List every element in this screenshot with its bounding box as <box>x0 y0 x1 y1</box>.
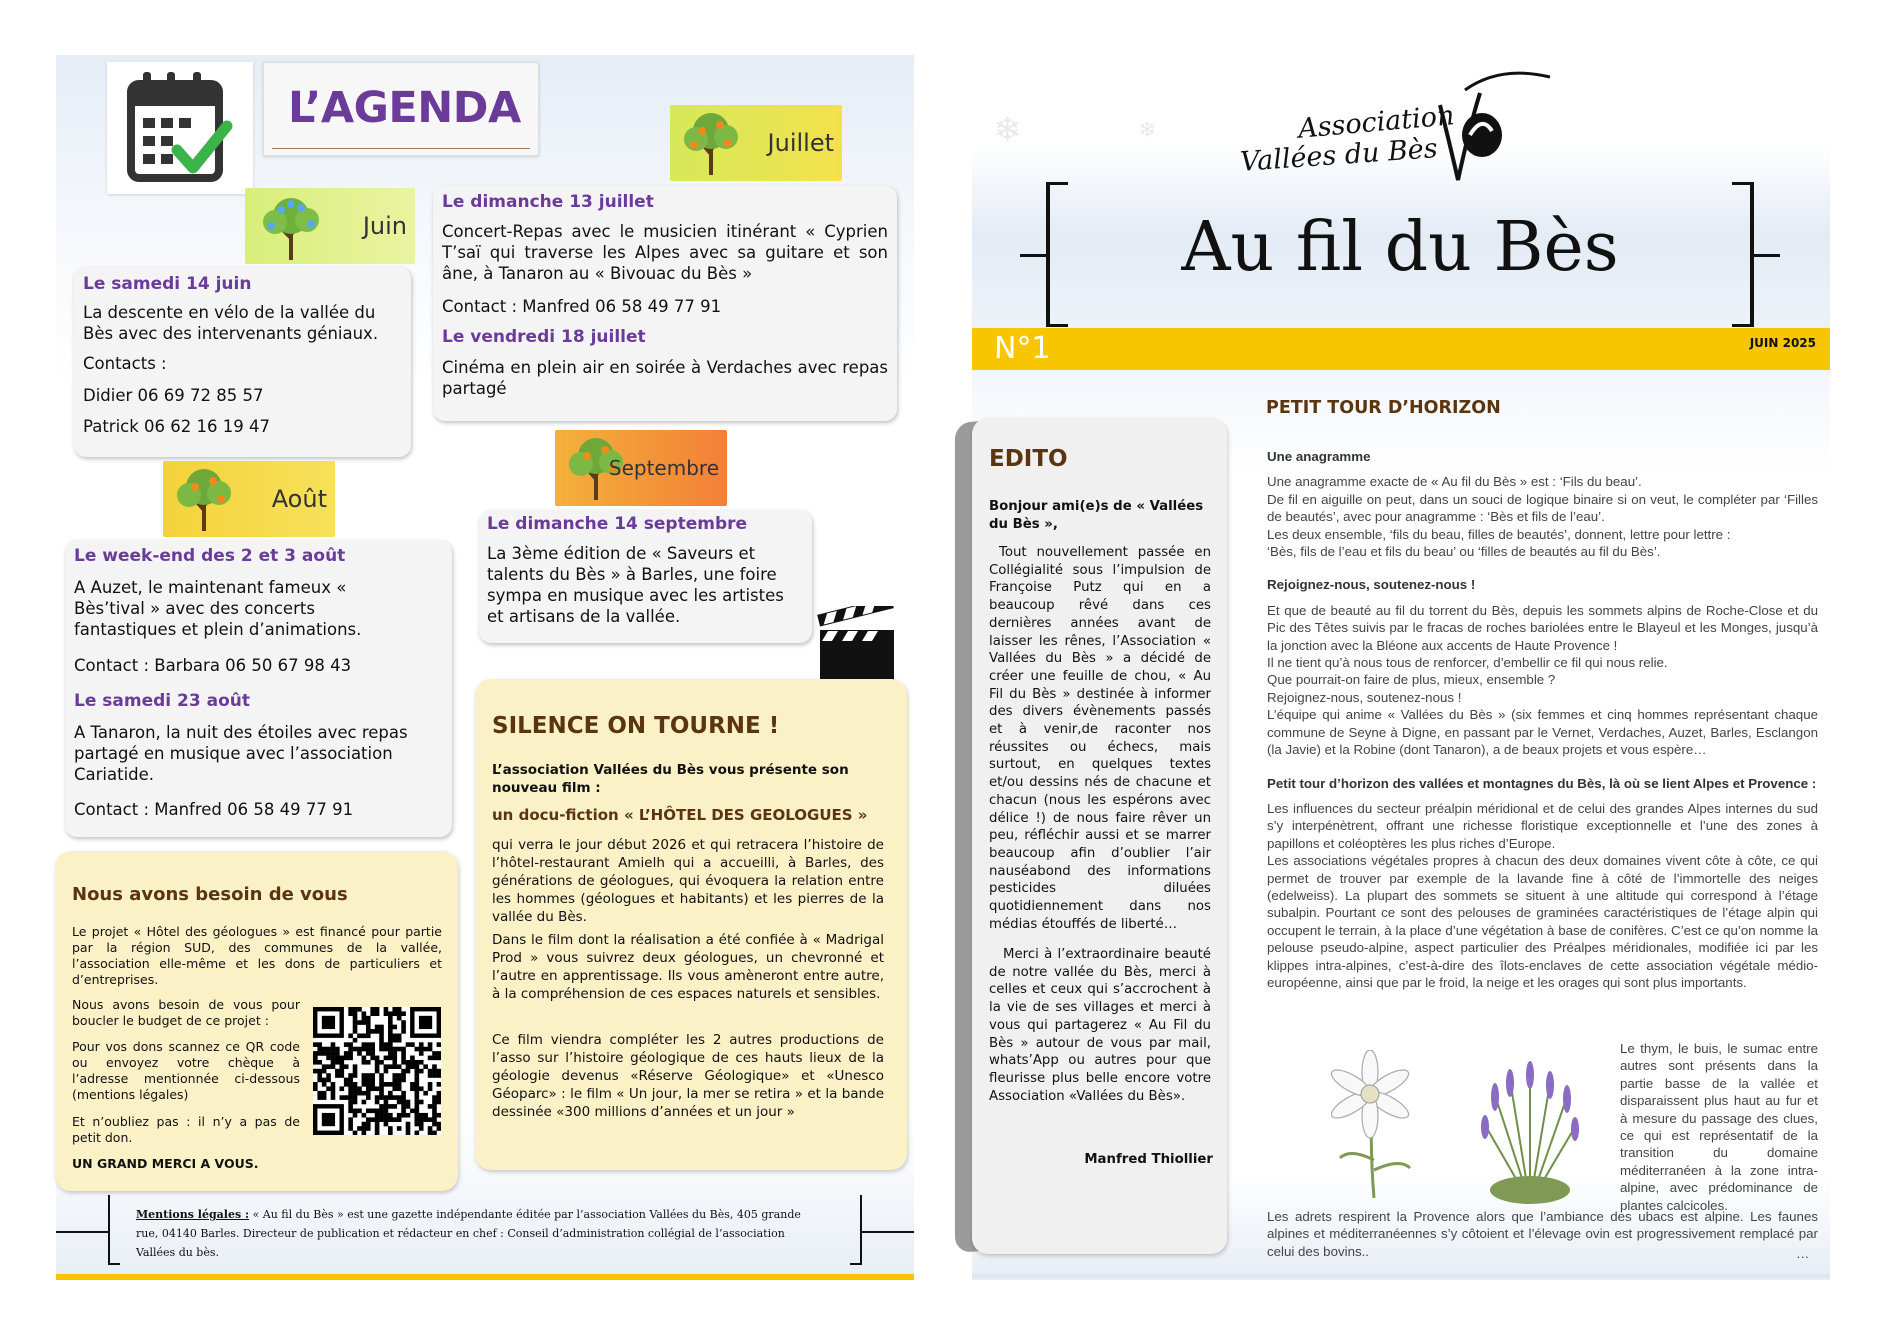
event-contact: Contact : Manfred 06 58 49 77 91 <box>442 297 722 316</box>
mentions-label: Mentions légales : <box>136 1208 250 1221</box>
event-card-juin <box>74 267 411 457</box>
snowflake-decor: ❄ <box>1138 118 1157 143</box>
silence-intro: L’association Vallées du Bès vous présente son nouveau film : <box>492 762 849 796</box>
horizon-paragraph: ‘Bès, fils de l’eau et fils du beau’ ou ‘filles de beautés au fil du Bès’. <box>1267 544 1661 560</box>
silence-card <box>475 679 907 1170</box>
issue-bar <box>972 328 1830 370</box>
event-date: Le week-end des 2 et 3 août <box>74 546 346 566</box>
clapperboard-icon <box>816 606 898 690</box>
edelweiss-illustration <box>1310 1050 1430 1200</box>
edito-signature: Manfred Thiollier <box>1084 1152 1213 1167</box>
orange-tree-icon <box>676 109 746 177</box>
event-contact: Contact : Manfred 06 58 49 77 91 <box>74 800 354 819</box>
horizon-title: PETIT TOUR D’HORIZON <box>1266 398 1501 418</box>
silence-title: SILENCE ON TOURNE ! <box>492 713 780 739</box>
aout-badge <box>163 461 335 537</box>
horizon-paragraph: Le thym, le buis, le sumac entre autres sont présents dans la partie basse de la vallée et disparaissent plus haut au fur et à mesure du passage des clues, ce qui est représentatif de la transition du domaine méditerranéen à la zone intra-alpine, avec prédominance de plantes calcicoles. <box>1620 1041 1818 1213</box>
horizon-heading: Petit tour d’horizon des vallées et montagnes du Bès, là où se lient Alpes et Provence : <box>1267 775 1817 791</box>
event-contact: Didier 06 69 72 85 57 <box>83 386 264 405</box>
edito-card <box>972 418 1227 1254</box>
event-text: A Tanaron, la nuit des étoiles avec repas partagé en musique avec l’association Cariatide. <box>74 723 408 784</box>
horizon-paragraph: Les adrets respirent la Provence alors que l’ambiance des ubacs est alpine. Les faunes alpines et méditerranéennes s’y côtoient et l’élevage ovin est progressivement remplacé par celui des bovins.. <box>1267 1209 1818 1259</box>
besoin-thanks: UN GRAND MERCI A VOUS. <box>72 1156 259 1171</box>
horizon-paragraph: Rejoignez-nous, soutenez-nous ! <box>1267 689 1462 705</box>
edito-greeting: Bonjour ami(e)s de « Vallées du Bès », <box>989 499 1204 532</box>
orange-tree-icon <box>169 465 239 533</box>
event-text: La 3ème édition de « Saveurs et talents du Bès » à Barles, une foire sympa en musique avec les artistes et artisans de la vallée. <box>487 544 784 626</box>
juillet-label: Juillet <box>767 129 834 157</box>
juin-badge <box>245 188 415 264</box>
horizon-paragraph: Les deux ensemble, ‘fils du beau, filles de beautés’, donnent, lettre pour lettre : <box>1267 526 1731 542</box>
event-contact: Patrick 06 62 16 19 47 <box>83 417 270 436</box>
horizon-paragraph: L’équipe qui anime « Vallées du Bès » (six femmes et cinq hommes représentant chaque commune de Seyne à Digne, en passant par le Vernet, Verdaches, Auzet, Barles, Esclangon (la Javie) et la Robine (dont Tanaron), a de beaux projets et vous espère… <box>1267 707 1818 758</box>
blossom-tree-icon <box>251 192 331 262</box>
horizon-paragraph: Que pourrait-on faire de plus, mieux, ensemble ? <box>1267 672 1556 688</box>
horizon-paragraph: Les influences du secteur préalpin méridional et de celui des grandes Alpes internes du sud s’y interpénètrent, offrant une richesse floristique exceptionnelle et l’une des zones à papillons et coléoptères les plus riches d’Europe. <box>1267 800 1818 851</box>
event-date: Le vendredi 18 juillet <box>442 327 646 347</box>
association-logo <box>1240 65 1560 190</box>
horizon-paragraph: Il ne tient qu’à nous tous de renforcer, d’embellir ce fil qui nous relie. <box>1267 655 1668 671</box>
aout-label: Août <box>271 485 327 513</box>
calendar-icon <box>107 62 253 194</box>
logo-line1: Association <box>1296 100 1456 145</box>
mentions-body: « Au fil du Bès » est une gazette indépendante éditée par l’association Vallées du Bès, 405 grande rue, 04140 Barles. Directeur de publication et rédacteur en chef : Conseil d’administration collégial de l’association Vallées du bès. <box>136 1208 801 1259</box>
horizon-column <box>1267 448 1818 991</box>
horizon-paragraph: Les associations végétales propres à chacun des deux domaines vivent côte à côte, ce qui permet de trouver par exemple de la lavande fine à côté de l’immortelle des neiges (edelweiss). La plupart des sommets se situent à une altitude qui correspond à l’étage subalpin. Pourtant ce sont des pelouses de graminées caractéristiques de l’étage alpin qui occupent le terrain, à la place d’une végétation à base de conifères. C’est ce qu’on nomme la pelouse pseudo-alpine, aspect particulier des Préalpes méridionales, modifiée ici par les klippes intra-alpines, c’est-à-dire des îlots-enclaves de cette association végétale médio-européenne, ainsi que par le froid, la neige et les orages qui sont plus importants. <box>1267 853 1818 990</box>
horizon-ellipsis: … <box>1796 1246 1810 1261</box>
silence-subtitle: un docu-fiction « L’HÔTEL DES GEOLOGUES » <box>492 806 868 824</box>
qr-code[interactable] <box>313 1007 441 1135</box>
horizon-paragraph: Et que de beauté au fil du torrent du Bès, depuis les sommets alpins de Roche-Close et du Pic des Têtes suivis par le fracas de roches bariolées entre le Blayeul et les Monges, jusqu’à la jonction avec la Bléone aux accents de Haute Provence ! <box>1267 602 1818 653</box>
event-date: Le dimanche 13 juillet <box>442 192 654 212</box>
agenda-title-box <box>263 62 539 156</box>
issue-number: N°1 <box>994 331 1051 366</box>
event-text: A Auzet, le maintenant fameux « Bès’tival » avec des concerts fantastiques et plein d’animations. <box>74 578 362 639</box>
horizon-paragraph: Une anagramme exacte de « Au fil du Bès » est : ‘Fils du beau’. <box>1267 474 1642 490</box>
agenda-title: L’AGENDA <box>288 83 521 133</box>
event-text: Concert-Repas avec le musicien itinérant « Cyprien T’saï qui traverse les Alpes avec sa guitare et son âne, à Tanaron au « Bivouac du Bès » <box>442 222 888 283</box>
horizon-heading: Rejoignez-nous, soutenez-nous ! <box>1267 577 1476 593</box>
logo-emblem-icon <box>1420 65 1560 185</box>
event-date: Le dimanche 14 septembre <box>487 514 748 534</box>
juillet-badge <box>670 105 842 181</box>
title-underline <box>272 148 530 149</box>
besoin-paragraph: Pour vos dons scannez ce QR code ou envoyez votre chèque à l’adresse mentionnée ci-dessous (mentions légales) <box>72 1039 300 1102</box>
event-date: Le samedi 14 juin <box>83 274 252 294</box>
masthead <box>1020 182 1780 332</box>
event-date: Le samedi 23 août <box>74 691 250 711</box>
edito-paragraph: Tout nouvellement passée en Collégialité sous l’impulsion de Françoise Putz qui en a beaucoup rêvé dans ces dernières années avant de laisser les rênes, l’Association « Vallées du Bès » a décidé de créer une feuille de chou, « Au Fil du Bès » destinée à informer des divers évènements passés et à venir,de raconter nos réussites ou échecs, mais surtout, en quelques textes et/ou dessins nés de chacune et chacun (nous les espérons avec délice !) de nous faire rêver un peu, réfléchir aussi et se marrer beaucoup afin d’oublier l’air nauséabond des informations pesticides diluées quotidiennement dans nos médias étouffés de liberté… <box>989 545 1211 932</box>
besoin-paragraph: Le projet « Hôtel des géologues » est financé pour partie par la région SUD, des communes de la vallée, l’association elle-même et les dons de particuliers et d’entreprises. <box>72 924 442 987</box>
event-text: Cinéma en plein air en soirée à Verdaches avec repas partagé <box>442 358 888 398</box>
edito-title: EDITO <box>989 446 1068 472</box>
event-contact: Contact : Barbara 06 50 67 98 43 <box>74 656 352 675</box>
event-contact-label: Contacts : <box>83 354 167 373</box>
event-card-septembre <box>479 510 812 643</box>
newsletter-title: Au fil du Bès <box>1181 208 1619 287</box>
event-card-aout <box>65 540 452 837</box>
mentions-text <box>136 1205 826 1262</box>
juin-label: Juin <box>362 212 407 240</box>
bottom-rule <box>972 1274 1830 1278</box>
horizon-paragraph: De fil en aiguille on peut, dans un souci de logique binaire si on veut, le compléter par ‘Filles de beautés’, avec pour anagramme : ‘Bès et fils de l’eau’. <box>1267 491 1818 525</box>
edito-paragraph: Merci à l’extraordinaire beauté de notre vallée du Bès, merci à celles et ceux qui s’accrochent à la vie de ses villages et merci à vous qui partagerez « Au Fil du Bès » autour de vous par mail, whats’App ou autres pour que fleurisse plus belle encore votre Association «Vallées du Bès». <box>989 947 1211 1104</box>
event-card-juillet <box>433 186 897 421</box>
mentions-bracket <box>56 1195 914 1280</box>
besoin-title: Nous avons besoin de vous <box>72 884 348 905</box>
event-text: La descente en vélo de la vallée du Bès avec des intervenants géniaux. <box>83 303 379 343</box>
lavender-illustration <box>1475 1055 1585 1205</box>
besoin-card <box>55 851 458 1191</box>
horizon-heading: Une anagramme <box>1267 449 1371 464</box>
besoin-paragraph: Nous avons besoin de vous pour boucler le budget de ce projet : <box>72 997 300 1028</box>
septembre-label: Septembre <box>608 456 719 480</box>
snowflake-decor: ❄ <box>993 110 1022 150</box>
silence-paragraph: qui verra le jour début 2026 et qui retracera l’histoire de l’hôtel-restaurant Amielh qui a accueilli, à Barles, des générations de géologues, qui évoquera la relation entre les hommes (géologues et habitants) et les pierres de la vallée du Bès. <box>492 837 884 925</box>
septembre-badge <box>555 430 727 506</box>
silence-paragraph: Dans le film dont la réalisation a été confiée à « Madrigal Prod » vous suivrez deux géologues, un chevronné et l’autre en apprentissage. Ils vous amèneront entre autre, à la compréhension de ces espaces naturels et sensibles. <box>492 932 884 1002</box>
silence-paragraph: Ce film viendra compléter les 2 autres productions de l’asso sur l’histoire géologique de ces hauts lieux de la géologie devenus «Réserve Géologique» et «Unesco Géoparc» : le film « Un jour, la mer se retira » et la bande dessinée «300 millions d’années et un jour » <box>492 1032 884 1120</box>
logo-line2: Vallées du Bès <box>1239 133 1439 178</box>
besoin-paragraph: Et n’oubliez pas : il n’y a pas de petit don. <box>72 1114 300 1145</box>
issue-date: JUIN 2025 <box>1749 336 1816 350</box>
